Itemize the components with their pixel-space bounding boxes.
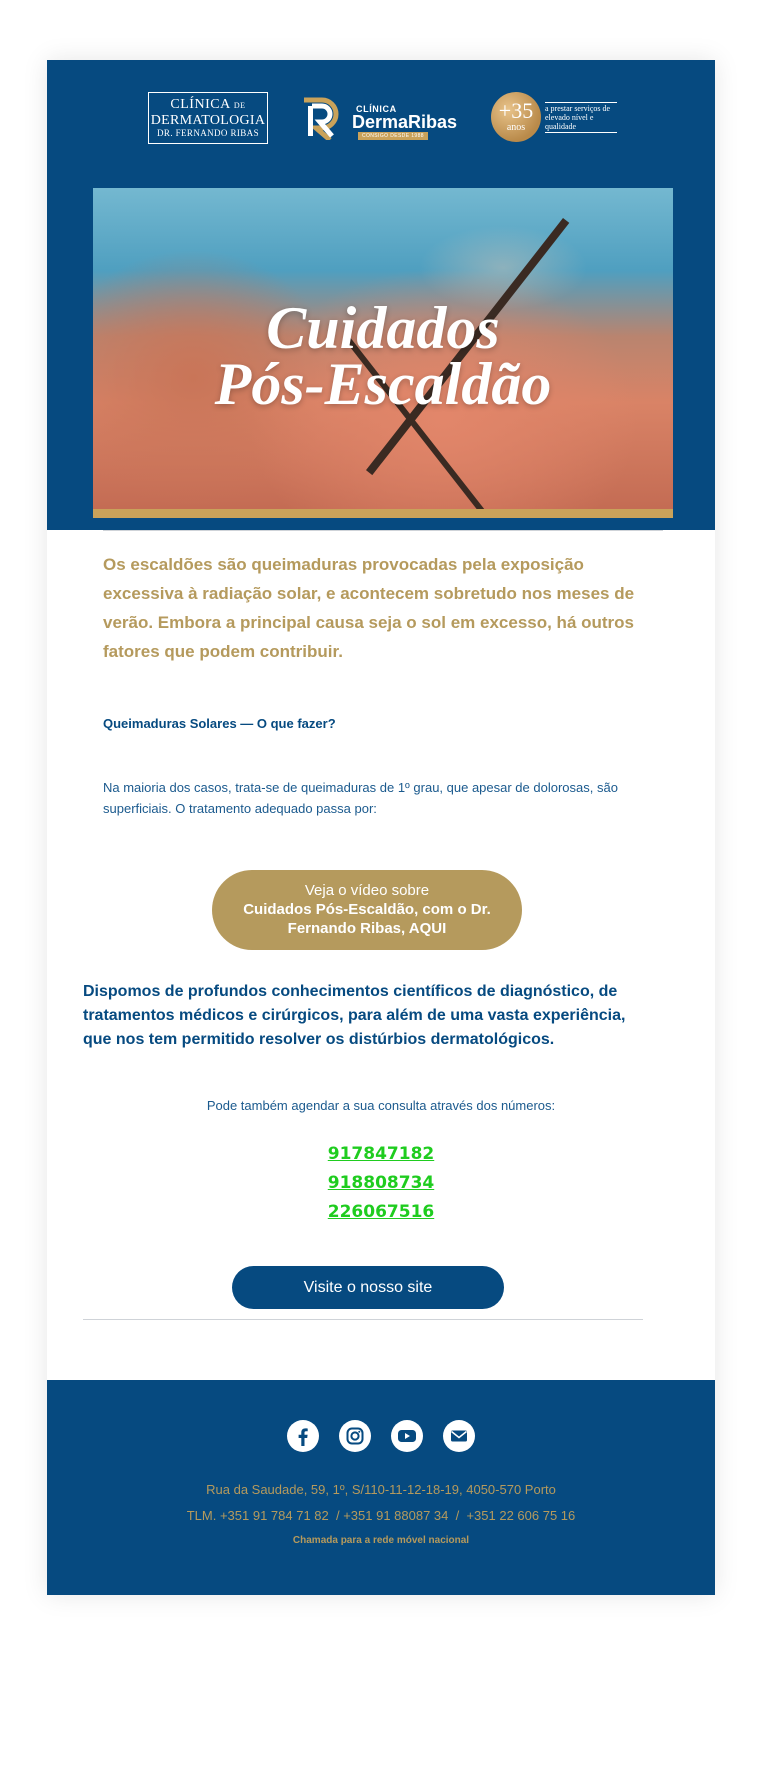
footer <box>47 1380 715 1595</box>
phone-link[interactable]: 918808734 <box>327 1173 435 1193</box>
phone-link[interactable]: 226067516 <box>327 1202 435 1222</box>
logo1-line1-small: DE <box>233 101 246 110</box>
phone-link[interactable]: 917847182 <box>327 1144 435 1164</box>
dermaribas-r-icon <box>300 96 348 140</box>
instagram-icon[interactable] <box>339 1420 371 1452</box>
intro-text: Os escaldões são queimaduras provocadas pela exposição excessiva à radiação solar, e acontecem sobretudo nos meses de verão. Embora a principal causa seja o sol em excesso, há outros fatores que podem contribuir. <box>103 555 635 661</box>
dermaribas-name: DermaRibas <box>352 112 458 132</box>
logo1-line2: DERMATOLOGIA <box>150 113 266 128</box>
divider <box>103 530 663 531</box>
video-button-line2: Cuidados Pós-Escaldão, com o Dr. Fernando Ribas, AQUI <box>243 901 491 937</box>
footer-address: Rua da Saudade, 59, 1º, S/110-11-12-18-19, 4050-570 Porto <box>206 1482 556 1497</box>
anos-text: a prestar serviços de elevado nível e qualidade <box>545 102 617 133</box>
youtube-icon[interactable] <box>391 1420 423 1452</box>
anos-number: +35 <box>498 98 534 123</box>
email-icon[interactable] <box>443 1420 475 1452</box>
schedule-text: Pode também agendar a sua consulta através dos números: <box>206 1098 556 1113</box>
logo1-line1: CLÍNICA <box>170 97 230 112</box>
dermaribas-logo[interactable] <box>300 96 470 140</box>
email-card <box>47 60 715 1595</box>
hero-title-line2: Pós-Escaldão <box>214 351 552 417</box>
clinica-dermatologia-logo[interactable] <box>148 92 268 144</box>
knowledge-text: Dispomos de profundos conhecimentos científicos de diagnóstico, de tratamentos médicos e cirúrgicos, para além de uma vasta experiência, que nos tem permitido resolver os distúrbios dermatológicos. <box>83 983 626 1048</box>
treatment-paragraph: Na maioria dos casos, trata-se de queimaduras de 1º grau, que apesar de dolorosas, são superficiais. O tratamento adequado passa por: <box>103 780 618 816</box>
header <box>47 60 715 530</box>
phone-list <box>47 1140 715 1227</box>
footer-note: Chamada para a rede móvel nacional <box>292 1535 470 1546</box>
video-button-line1: Veja o vídeo sobre <box>304 882 430 899</box>
divider <box>83 1319 643 1320</box>
section-subtitle: Queimaduras Solares — O que fazer? <box>103 716 336 731</box>
facebook-icon[interactable] <box>287 1420 319 1452</box>
logo1-line3: DR. FERNANDO RIBAS <box>157 128 259 138</box>
footer-telephones: TLM. +351 91 784 71 82 / +351 91 88087 34 / +351 22 606 75 16 <box>186 1508 576 1523</box>
dermaribas-tagline: CONSIGO DESDE 1988 <box>358 132 428 140</box>
hero-title <box>93 295 673 417</box>
anos-label: anos <box>506 122 526 133</box>
hero-image <box>93 188 673 518</box>
video-button[interactable] <box>212 870 522 950</box>
dermaribas-small: CLÍNICA <box>356 104 397 114</box>
hero-gold-bar <box>93 509 673 518</box>
social-icons <box>47 1420 715 1452</box>
anos-badge <box>491 92 621 144</box>
hero-title-line1: Cuidados <box>266 295 500 361</box>
anos-circle <box>491 92 541 142</box>
visit-site-button[interactable]: Visite o nosso site <box>232 1266 504 1309</box>
